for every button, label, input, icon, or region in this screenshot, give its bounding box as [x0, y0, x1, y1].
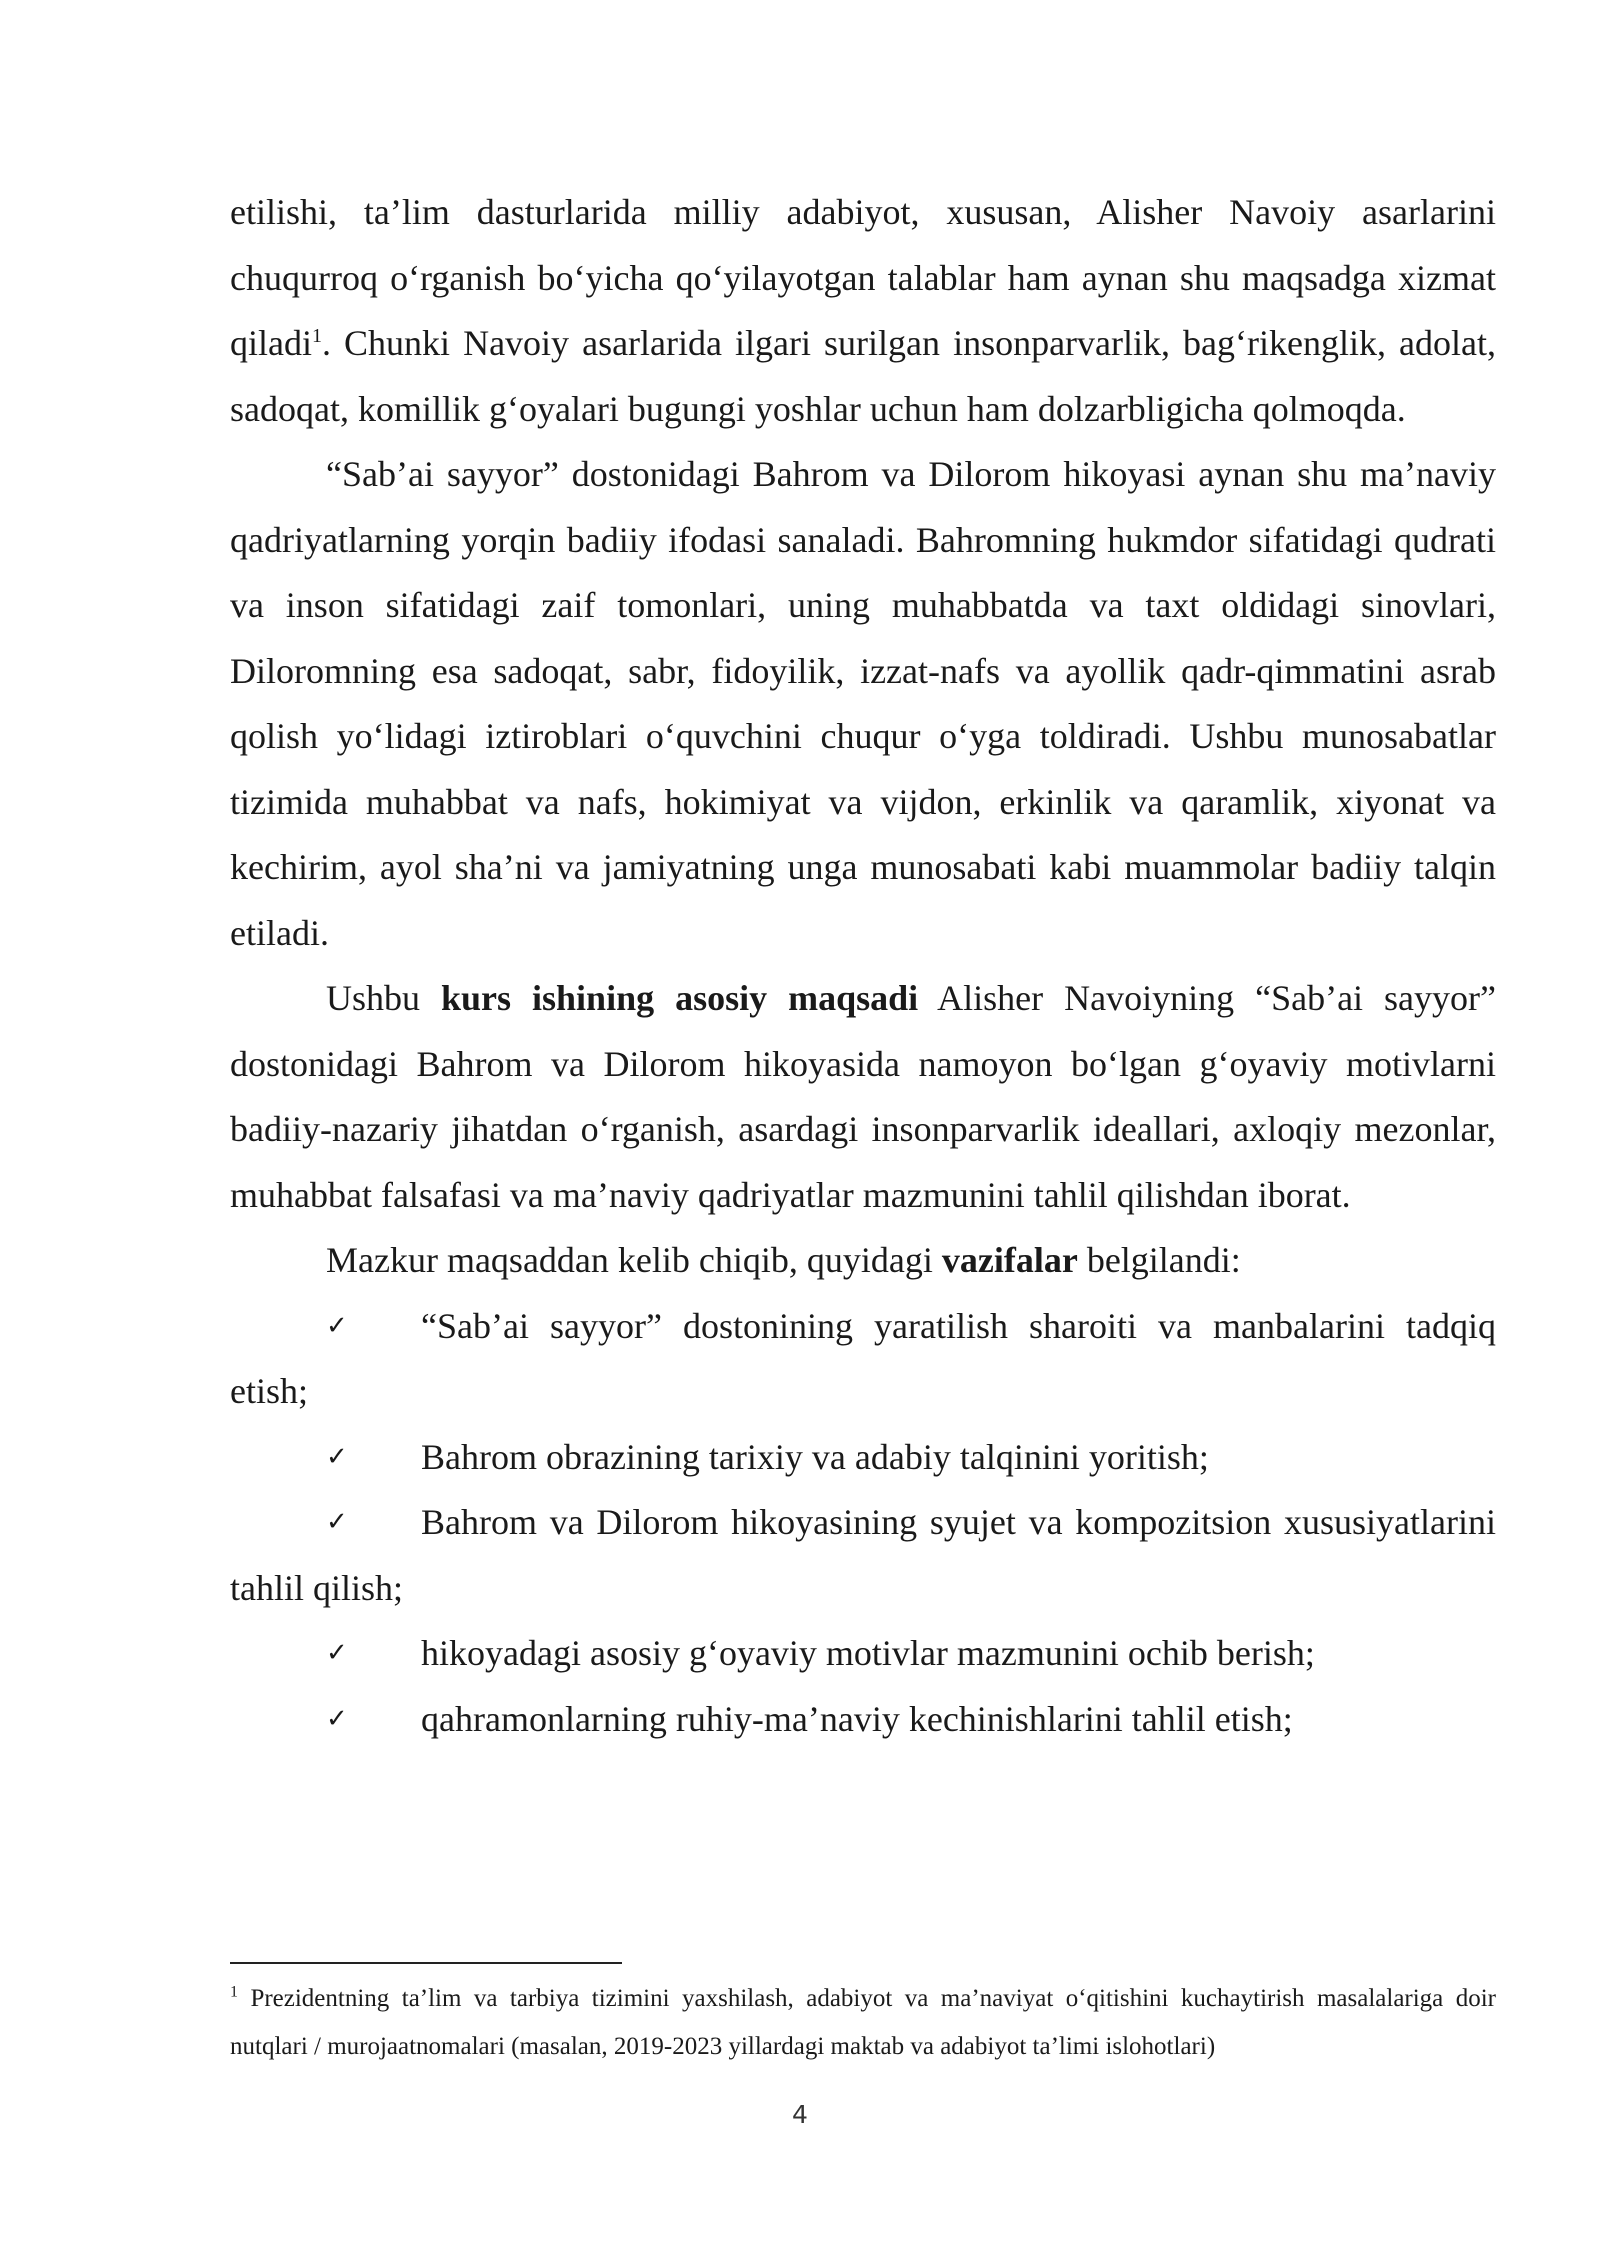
footnote-text: Prezidentning ta’lim va tarbiya tizimini yaxshilash, adabiyot va ma’naviyat o‘qitishini kuchaytirish masalalariga doir nutqlari / murojaatnomalari (masalan, 2019-2023 yillardagi maktab va adabiyot ta’limi islohotlari) [230, 1985, 1496, 2060]
paragraph-goal [230, 966, 1496, 1228]
tasks-intro-text-a: Mazkur maqsaddan kelib chiqib, quyidagi [326, 1240, 942, 1280]
paragraph-bahrom-dilorom: “Sab’ai sayyor” dostonidagi Bahrom va Dilorom hikoyasi aynan shu ma’naviy qadriyatlarning yorqin badiiy ifodasi sanaladi. Bahromning hukmdor sifatidagi qudrati va inson sifatidagi zaif tomonlari, uning muhabbatda va taxt oldidagi sinovlari, Diloromning esa sadoqat, sabr, fidoyilik, izzat-nafs va ayollik qadr-qimmatini asrab qolish yo‘lidagi iztiroblari o‘quvchini chuqur o‘yga toldiradi. Ushbu munosabatlar tizimida muhabbat va nafs, hokimiyat va vijdon, erkinlik va qaramlik, xiyonat va kechirim, ayol sha’ni va jamiyatning unga munosabati kabi muammolar badiiy talqin etiladi. [230, 454, 1496, 953]
paragraph-goal-text-a: Ushbu [326, 978, 441, 1018]
task-text: qahramonlarning ruhiy-ma’naviy kechinishlarini tahlil etish; [421, 1698, 1293, 1739]
task-text: hikoyadagi asosiy g‘oyaviy motivlar mazmunini ochib berish; [421, 1633, 1315, 1673]
task-item [230, 1294, 1496, 1425]
paragraph-intro-text-b: . Chunki Navoiy asarlarida ilgari surilgan insonparvarlik, bag‘rikenglik, adolat, sadoqat, komillik g‘oyalari bugungi yoshlar uchun ham dolzarbligicha qolmoqda. [230, 323, 1496, 429]
footnote [230, 1975, 1496, 2071]
task-text: Bahrom obrazining tarixiy va adabiy talqinini yoritish; [421, 1436, 1209, 1477]
paragraph-tasks-intro [230, 1228, 1496, 1294]
checkmark-icon: ✓ [326, 1703, 348, 1734]
paragraph-goal-text-b: Alisher Navoiyning “Sab’ai sayyor” dostonidagi Bahrom va Dilorom hikoyasida namoyon bo‘lgan g‘oyaviy motivlarni badiiy-nazariy jihatdan o‘rganish, asardagi insonparvarlik ideallari, axloqiy mezonlar, muhabbat falsafasi va ma’naviy qadriyatlar mazmunini tahlil qilishdan iborat. [230, 978, 1496, 1215]
checkmark-icon: ✓ [326, 1507, 348, 1537]
tasks-intro-text-b: belgilandi: [1077, 1240, 1241, 1280]
checkmark-icon: ✓ [326, 1441, 348, 1472]
task-text: “Sab’ai sayyor” dostonining yaratilish sharoiti va manbalarini tadqiq etish; [230, 1305, 1496, 1411]
goal-emphasis: kurs ishining asosiy maqsadi [441, 978, 919, 1018]
paragraph-intro [230, 180, 1496, 442]
tasks-emphasis: vazifalar [941, 1240, 1078, 1280]
task-list [230, 1294, 1496, 1753]
document-body [230, 180, 1496, 1752]
task-item [230, 1425, 1496, 1491]
footnote-number: 1 [230, 1983, 238, 2001]
paragraph-intro-text-a: etilishi, ta’lim dasturlarida milliy adabiyot, xususan, Alisher Navoiy asarlarini chuqurroq o‘rganish bo‘yicha qo‘yilayotgan talablar ham aynan shu maqsadga xizmat qiladi [230, 192, 1496, 363]
checkmark-icon: ✓ [326, 1310, 348, 1341]
footnote-reference[interactable]: 1 [311, 325, 322, 347]
task-item [230, 1490, 1496, 1621]
task-item [230, 1621, 1496, 1687]
page-number: 4 [792, 2100, 808, 2129]
checkmark-icon: ✓ [326, 1638, 348, 1668]
footnote-divider [230, 1962, 622, 1964]
task-item [230, 1687, 1496, 1753]
task-text: Bahrom va Dilorom hikoyasining syujet va kompozitsion xususiyatlarini tahlil qilish; [230, 1502, 1496, 1608]
